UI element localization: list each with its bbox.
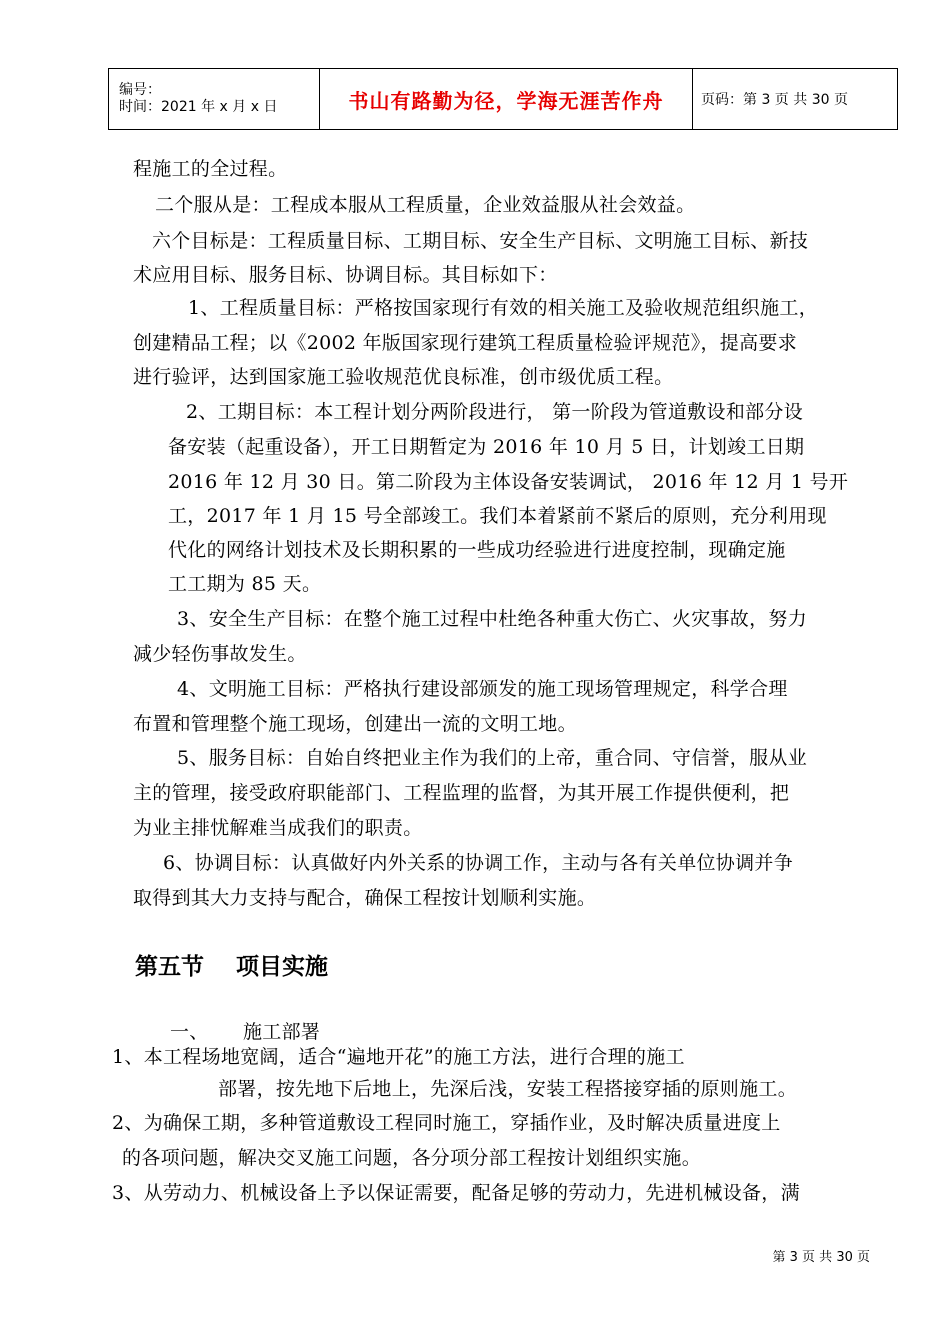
body-line: 主的管理，接受政府职能部门、工程监理的监督，为其开展工作提供便利，把 — [133, 782, 790, 804]
body-line: 4、文明施工目标：严格执行建设部颁发的施工现场管理规定，科学合理 — [177, 678, 788, 700]
body-line: 工，2017 年 1 月 15 号全部竣工。我们本着紧前不紧后的原则，充分利用现 — [168, 505, 827, 527]
body-line: 3、安全生产目标：在整个施工过程中杜绝各种重大伤亡、火灾事故，努力 — [177, 608, 807, 630]
body-line: 1、本工程场地宽阔，适合“遍地开花”的施工方法，进行合理的施工 — [112, 1046, 685, 1068]
body-line: 取得到其大力支持与配合，确保工程按计划顺利实施。 — [133, 887, 597, 909]
body-line: 备安装（起重设备），开工日期暂定为 2016 年 10 月 5 日，计划竣工日期 — [168, 436, 805, 458]
body-line: 二个服从是：工程成本服从工程质量，企业效益服从社会效益。 — [155, 194, 696, 216]
body-line: 2、为确保工期，多种管道敷设工程同时施工，穿插作业，及时解决质量进度上 — [112, 1112, 781, 1134]
body-line: 代化的网络计划技术及长期积累的一些成功经验进行进度控制，现确定施 — [168, 539, 786, 561]
section-heading-number: 第五节 — [135, 954, 204, 980]
document-code-label: 编号： — [119, 82, 161, 98]
body-line: 减少轻伤事故发生。 — [133, 643, 307, 665]
subsection-title: 施工部署 — [243, 1021, 321, 1043]
header-motto: 书山有路勤为径，学海无涯苦作舟 — [348, 88, 664, 113]
body-line: 2、工期目标：本工程计划分两阶段进行， 第一阶段为管道敷设和部分设 — [186, 401, 804, 423]
subsection-number: 一、 — [170, 1021, 209, 1043]
body-line: 3、从劳动力、机械设备上予以保证需要，配备足够的劳动力，先进机械设备，满 — [112, 1182, 800, 1204]
header-meta-cell — [109, 69, 320, 130]
body-line: 的各项问题，解决交叉施工问题，各分项分部工程按计划组织实施。 — [122, 1147, 702, 1169]
header-page-info: 页码：第 3 页 共 30 页 — [693, 69, 898, 130]
page-footer: 第 3 页 共 30 页 — [772, 1250, 870, 1265]
document-date: 时间：2021 年 x 月 x 日 — [119, 99, 278, 115]
body-line: 进行验评，达到国家施工验收规范优良标准，创市级优质工程。 — [133, 366, 674, 388]
body-line: 布置和管理整个施工现场，创建出一流的文明工地。 — [133, 713, 577, 735]
section-heading-title: 项目实施 — [236, 954, 328, 980]
body-line: 6、协调目标：认真做好内外关系的协调工作，主动与各有关单位协调并争 — [163, 852, 793, 874]
page-header — [108, 68, 898, 130]
body-line: 为业主排忧解难当成我们的职责。 — [133, 817, 423, 839]
body-line: 1、工程质量目标：严格按国家现行有效的相关施工及验收规范组织施工， — [188, 297, 818, 319]
body-line: 程施工的全过程。 — [133, 158, 288, 180]
body-line: 创建精品工程；以《2002 年版国家现行建筑工程质量检验评规范》，提高要求 — [133, 332, 797, 354]
body-line: 2016 年 12 月 30 日。第二阶段为主体设备安装调试， 2016 年 12 月 1 号开 — [168, 471, 849, 493]
body-line: 六个目标是：工程质量目标、工期目标、安全生产目标、文明施工目标、新技 — [152, 230, 809, 252]
body-line: 5、服务目标：自始自终把业主作为我们的上帝，重合同、守信誉，服从业 — [177, 747, 807, 769]
section-heading — [135, 948, 328, 981]
header-motto-cell — [320, 69, 693, 130]
body-line: 部署，按先地下后地上，先深后浅，安装工程搭接穿插的原则施工。 — [218, 1078, 798, 1100]
body-line: 术应用目标、服务目标、协调目标。其目标如下： — [133, 264, 558, 286]
body-line: 工工期为 85 天。 — [168, 573, 322, 595]
